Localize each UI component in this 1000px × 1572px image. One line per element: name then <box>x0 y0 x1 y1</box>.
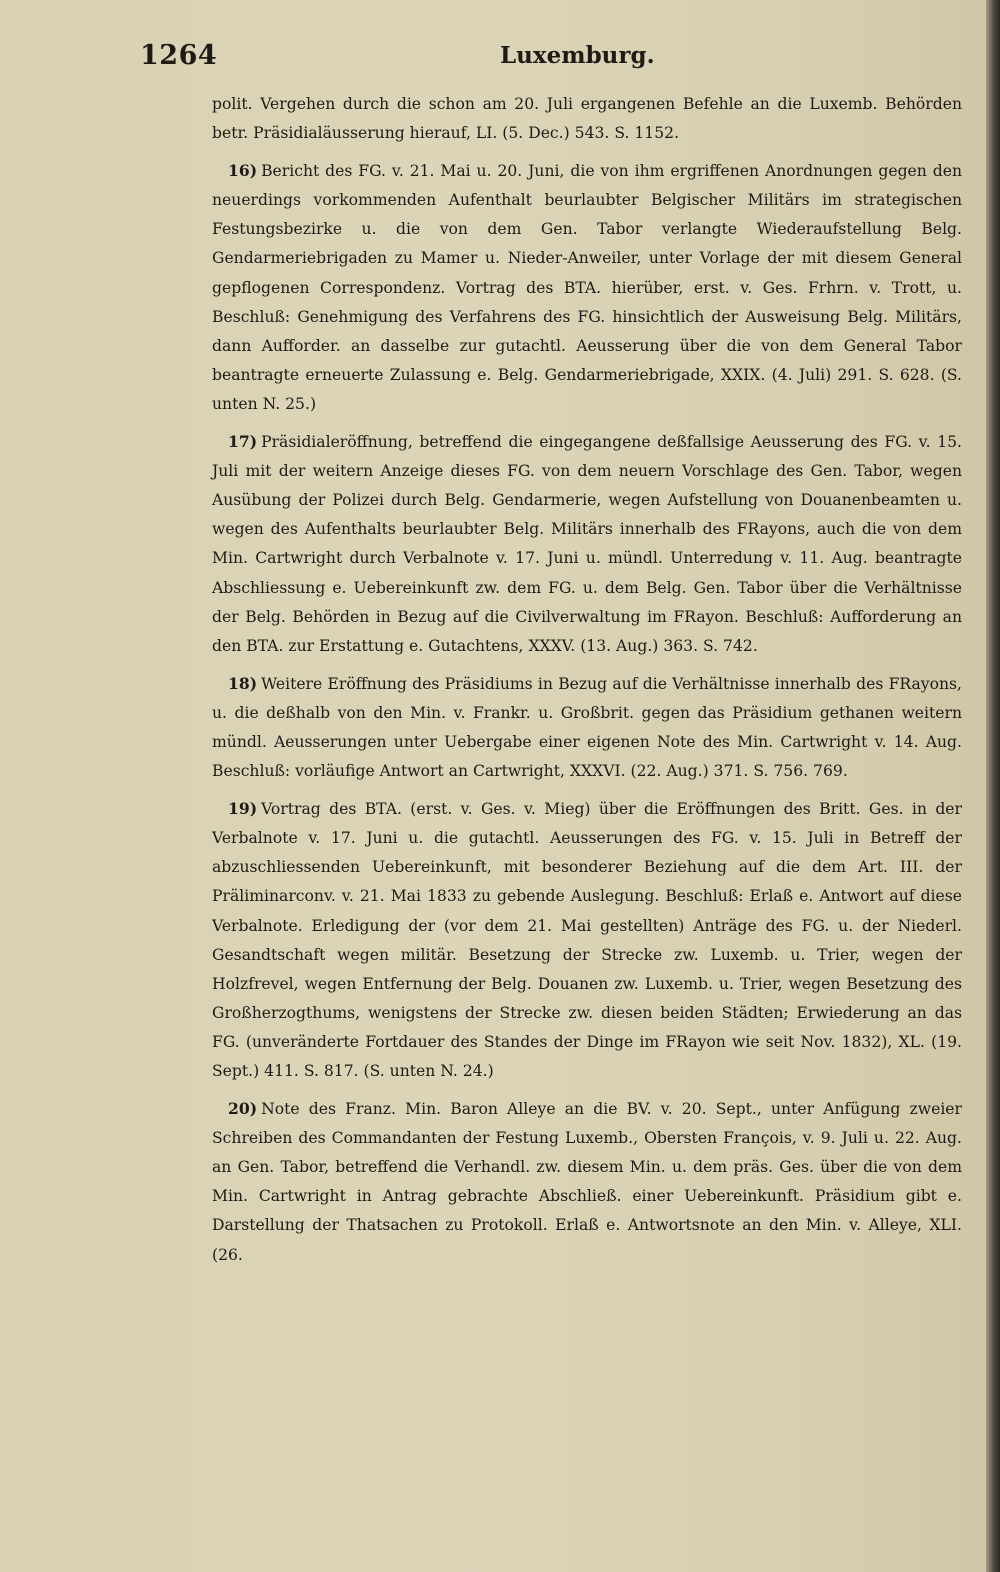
entry-text: Präsidialeröffnung, betreffend die eingegangene deßfallsige Aeusserung des FG. v. 15. Juli mit der weitern Anzeige dieses FG. von dem neuern Vorschlage des Gen. Tabor, wegen Ausübung der Polizei durch Belg. Gendarmerie, wegen Aufstellung von Douanenbeamten u. wegen des Aufenthalts beurlaubter Belg. Militärs innerhalb des FRayons, auch die von dem Min. Cartwright durch Verbalnote v. 17. Juni u. mündl. Unterredung v. 11. Aug. beantragte Abschliessung e. Uebereinkunft zw. dem FG. u. dem Belg. Gen. Tabor über die Verhältnisse der Belg. Behörden in Bezug auf die Civilverwaltung im FRayon. Beschluß: Aufforderung an den BTA. zur Erstattung e. Gutachtens, XXXV. (13. Aug.) 363. S. 742. <box>212 433 962 655</box>
index-entry-18 <box>212 669 962 786</box>
entry-number: 16) <box>228 161 258 181</box>
entry-number: 20) <box>228 1099 258 1119</box>
index-entry-17 <box>212 427 962 661</box>
entry-text: Note des Franz. Min. Baron Alleye an die BV. v. 20. Sept., unter Anfügung zweier Schreiben des Commandanten der Festung Luxemb., Obersten François, v. 9. Juli u. 22. Aug. an Gen. Tabor, betreffend die Verhandl. zw. diesem Min. u. dem präs. Ges. über die von dem Min. Cartwright in Antrag gebrachte Abschließ. einer Uebereinkunft. Präsidium gibt e. Darstellung der Thatsachen zu Protokoll. Erlaß e. Antwortsnote an den Min. v. Alleye, XLI. (26. <box>212 1100 962 1264</box>
entry-text: Weitere Eröffnung des Präsidiums in Bezug auf die Verhältnisse innerhalb des FRayons, u. die deßhalb von den Min. v. Frankr. u. Großbrit. gegen das Präsidium gethanen weitern mündl. Aeusserungen unter Uebergabe einer eigenen Note des Min. Cartwright v. 14. Aug. Beschluß: vorläufige Antwort an Cartwright, XXXVI. (22. Aug.) 371. S. 756. 769. <box>212 674 962 781</box>
index-entry-20 <box>212 1094 962 1270</box>
index-entry-16 <box>212 156 962 419</box>
entry-text: Bericht des FG. v. 21. Mai u. 20. Juni, die von ihm ergriffenen Anordnungen gegen den neuerdings vorkommenden Aufenthalt beurlaubter Belgischer Militärs im strategischen Festungsbezirke u. die von dem Gen. Tabor verlangte Wiederaufstellung Belg. Gendarmeriebrigaden zu Mamer u. Nieder-Anweiler, unter Vorlage der mit diesem General gepflogenen Correspondenz. Vortrag des BTA. hierüber, erst. v. Ges. Frhrn. v. Trott, u. Beschluß: Genehmigung des Verfahrens des FG. hinsichtlich der Ausweisung Belg. Militärs, dann Aufforder. an dasselbe zur gutachtl. Aeusserung über die von dem General Tabor beantragte erneuerte Zulassung e. Belg. Gendarmeriebrigade, XXIX. (4. Juli) 291. S. 628. (S. unten N. 25.) <box>212 162 962 413</box>
index-body <box>212 90 962 1278</box>
entry-number: 17) <box>228 432 258 452</box>
entry-number: 19) <box>228 799 258 819</box>
entry-number: 18) <box>228 673 258 693</box>
entry-text: Vortrag des BTA. (erst. v. Ges. v. Mieg) über die Eröffnungen des Britt. Ges. in der Verbalnote v. 17. Juni u. die gutachtl. Aeusserungen des FG. v. 15. Juli in Betreff der abzuschliessenden Uebereinkunft, mit besonderer Beziehung auf die dem Art. III. der Präliminarconv. v. 21. Mai 1833 zu gebende Auslegung. Beschluß: Erlaß e. Antwort auf diese Verbalnote. Erledigung der (vor dem 21. Mai gestellten) Anträge des FG. u. der Niederl. Gesandtschaft wegen militär. Besetzung der Strecke zw. Luxemb. u. Trier, wegen der Holzfrevel, wegen Entfernung der Belg. Douanen zw. Luxemb. u. Trier, wegen Besetzung des Großherzogthums, wenigstens der Strecke zw. diesen beiden Städten; Erwiederung an das FG. (unveränderte Fortdauer des Standes der Dinge im FRayon wie seit Nov. 1832), XL. (19. Sept.) 411. S. 817. (S. unten N. 24.) <box>212 800 962 1080</box>
page-header <box>140 40 960 80</box>
index-entry-19 <box>212 794 962 1086</box>
running-title: Luxemburg. <box>500 42 655 69</box>
continuation-paragraph: polit. Vergehen durch die schon am 20. Juli ergangenen Befehle an die Luxemb. Behörden betr. Präsidialäusserung hierauf, LI. (5. Dec.) 543. S. 1152. <box>212 95 962 143</box>
page-edge-shadow <box>986 0 1000 1572</box>
page-number: 1264 <box>140 40 218 71</box>
